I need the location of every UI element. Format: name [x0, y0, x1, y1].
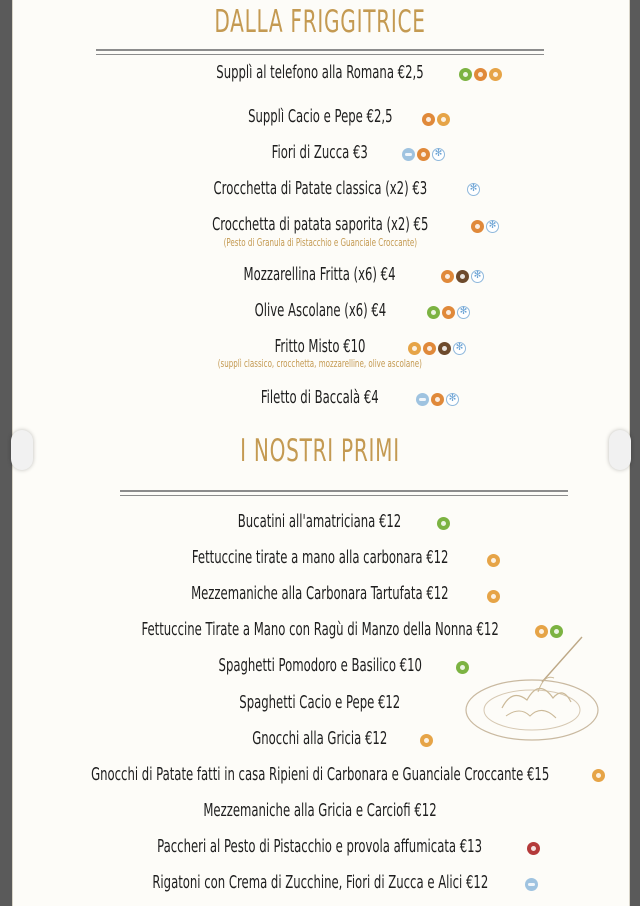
snowflake-icon: ✻	[457, 306, 470, 319]
allergen-icons	[416, 391, 459, 407]
menu-item: Olive Ascolane (x6) €4	[254, 300, 386, 321]
green-icon	[437, 517, 450, 530]
yellow-icon	[487, 554, 500, 567]
menu-item: Bucatini all'amatriciana €12	[238, 511, 402, 532]
item-description: (Pesto di Granula di Pistacchio e Guanciale Croccante)	[223, 236, 417, 249]
section-divider	[96, 49, 544, 55]
orange-icon	[474, 68, 487, 81]
blue-icon	[525, 878, 538, 891]
section-title-friggitrice: DALLA FRIGGITRICE	[214, 4, 426, 40]
menu-item: Supplì Cacio e Pepe €2,5	[247, 106, 393, 127]
snowflake-icon: ✻	[486, 220, 499, 233]
snowflake-icon: ✻	[446, 393, 459, 406]
green-icon	[459, 68, 472, 81]
allergen-icons	[437, 515, 450, 531]
pasta-plate-illustration	[462, 632, 612, 752]
item-description: (supplì classico, crocchetta, mozzarelline, olive ascolane)	[217, 357, 423, 370]
menu-item: Mozzarellina Fritta (x6) €4	[244, 264, 396, 285]
allergen-icons	[459, 66, 502, 82]
menu-item: Crocchetta di Patate classica (x2) €3	[213, 178, 427, 199]
yellow-icon	[489, 68, 502, 81]
orange-icon	[423, 342, 436, 355]
allergen-icons	[422, 111, 450, 127]
snowflake-icon: ✻	[467, 183, 480, 196]
allergen-icons	[467, 181, 480, 197]
menu-item: Mezzemaniche alla Carbonara Tartufata €12	[191, 583, 449, 604]
brown-icon	[438, 342, 451, 355]
orange-icon	[471, 220, 484, 233]
allergen-icons	[487, 588, 500, 604]
section-divider	[120, 490, 568, 496]
snowflake-icon: ✻	[471, 270, 484, 283]
menu-item: Filetto di Baccalà €4	[261, 387, 379, 408]
allergen-icons	[402, 146, 445, 162]
orange-icon	[442, 306, 455, 319]
menu-item: Mezzemaniche alla Gricia e Carciofi €12	[203, 800, 437, 821]
red-icon	[527, 842, 540, 855]
yellow-icon	[408, 342, 421, 355]
menu-item: Gnocchi di Patate fatti in casa Ripieni di Carbonara e Guanciale Croccante €15	[90, 764, 550, 785]
orange-icon	[422, 113, 435, 126]
allergen-icons	[408, 340, 466, 356]
allergen-icons	[487, 552, 500, 568]
section-title-primi: I NOSTRI PRIMI	[240, 433, 400, 469]
yellow-icon	[437, 113, 450, 126]
menu-item: Spaghetti Pomodoro e Basilico €10	[218, 655, 422, 676]
orange-icon	[441, 270, 454, 283]
brown-icon	[456, 270, 469, 283]
menu-item: Spaghetti Cacio e Pepe €12	[239, 692, 401, 713]
allergen-icons	[427, 304, 470, 320]
yellow-icon	[487, 590, 500, 603]
orange-icon	[417, 148, 430, 161]
orange-icon	[431, 393, 444, 406]
blue-icon	[402, 148, 415, 161]
snowflake-icon: ✻	[453, 342, 466, 355]
menu-item: Paccheri al Pesto di Pistacchio e provola affumicata €13	[157, 836, 483, 857]
yellow-icon	[592, 769, 605, 782]
menu-item: Supplì al telefono alla Romana €2,5	[216, 62, 424, 83]
yellow-icon	[420, 734, 433, 747]
green-icon	[427, 306, 440, 319]
allergen-icons	[441, 268, 484, 284]
menu-item: Fritto Misto €10	[274, 336, 366, 357]
blue-icon	[416, 393, 429, 406]
menu-item: Fiori di Zucca €3	[271, 142, 369, 163]
snowflake-icon: ✻	[432, 148, 445, 161]
allergen-icons	[592, 767, 605, 783]
menu-item: Rigatoni con Crema di Zucchine, Fiori di Zucca e Alici €12	[152, 872, 488, 893]
allergen-icons	[471, 218, 499, 234]
menu-item: Fettuccine tirate a mano alla carbonara €12	[191, 547, 449, 568]
allergen-icons	[525, 876, 538, 892]
menu-item: Fettuccine Tirate a Mano con Ragù di Manzo della Nonna €12	[141, 619, 499, 640]
prev-page-arrow[interactable]	[11, 430, 33, 470]
menu-item: Crocchetta di patata saporita (x2) €5	[211, 214, 429, 235]
menu-item: Gnocchi alla Gricia €12	[252, 728, 388, 749]
next-page-arrow[interactable]	[609, 430, 631, 470]
allergen-icons	[420, 732, 433, 748]
allergen-icons	[527, 840, 540, 856]
